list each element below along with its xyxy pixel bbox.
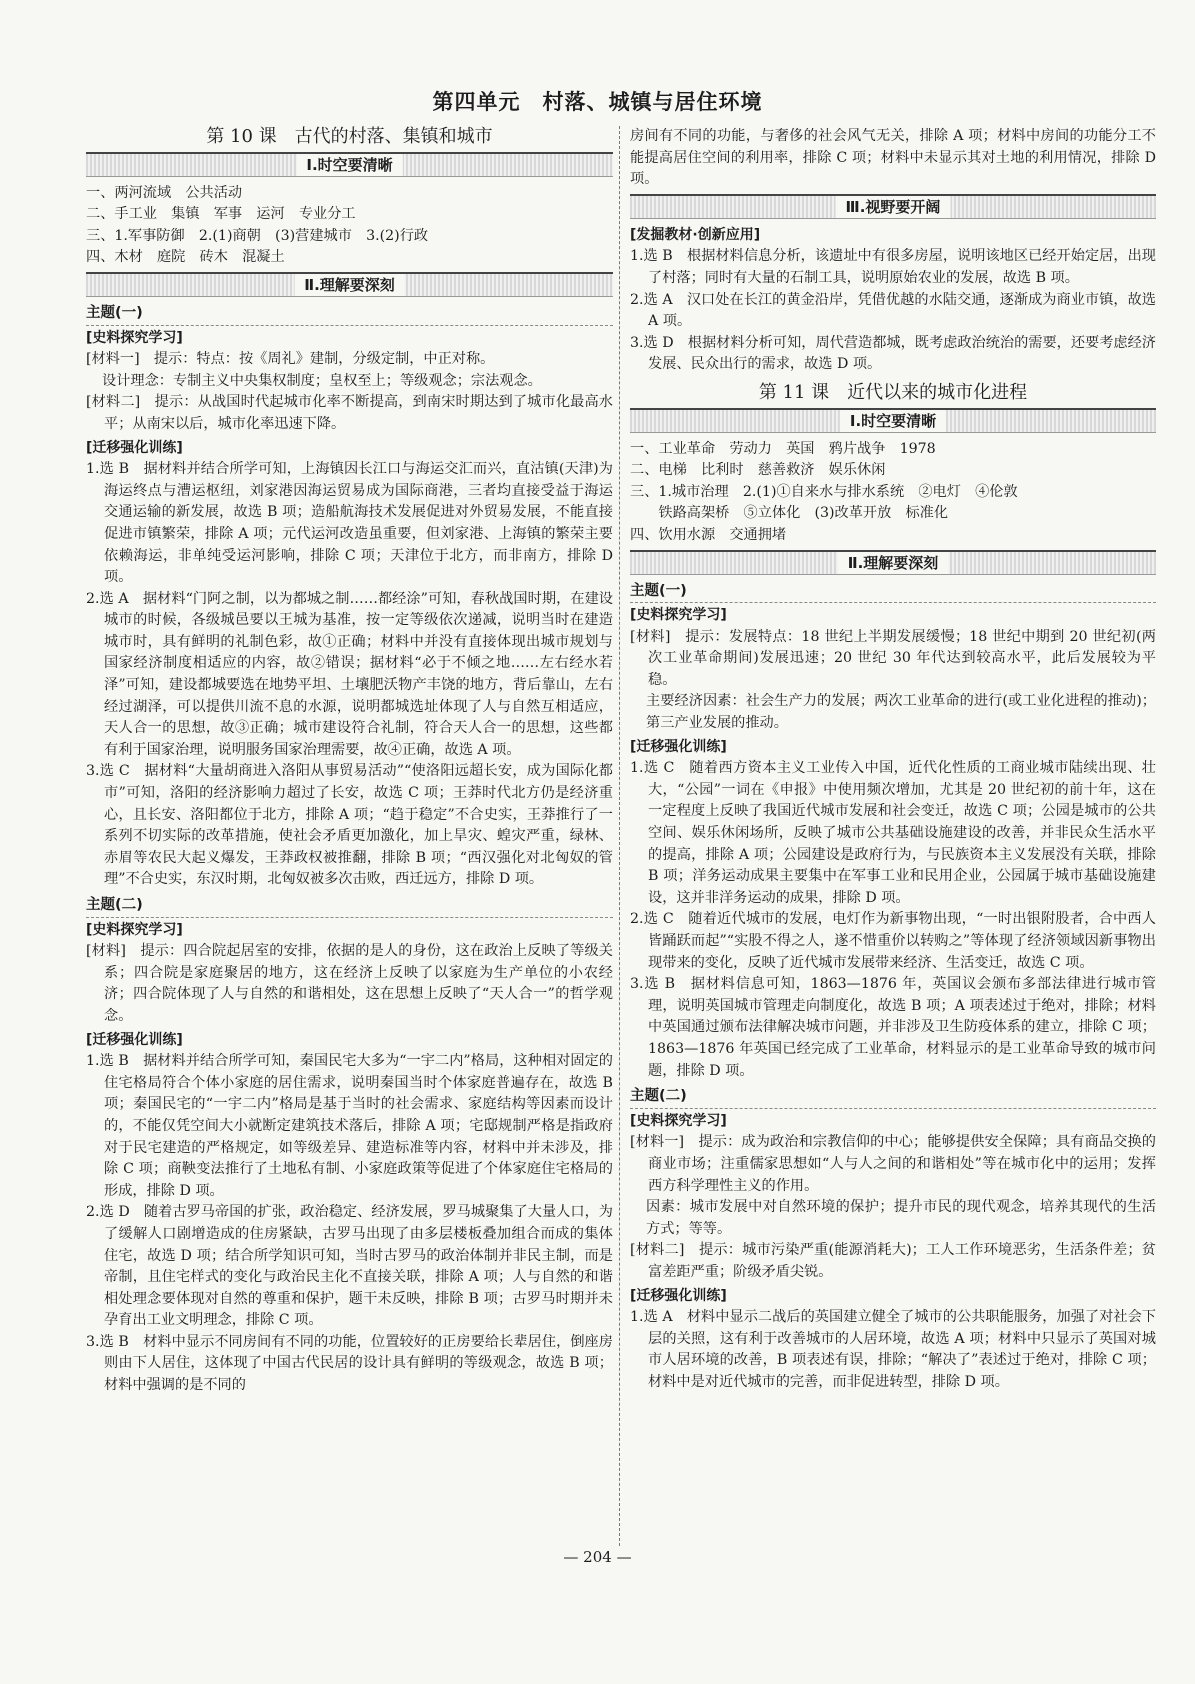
paragraph: [材料一] 提示：特点：按《周礼》建制，分级定制，中正对称。 (86, 351, 495, 368)
lesson-11-title: 第 11 课 近代以来的城市化进程 (758, 381, 1028, 403)
column-divider (619, 126, 620, 1546)
topic-heading: 主题(二) (86, 895, 613, 918)
answer-item: 1.选 B 据材料并结合所学可知，上海镇因长江口与海运交汇而兴，直沽镇(天津)为海运终点与漕运枢纽，刘家港因海运贸易成为国际商港，三者均直接受益于海运交通运输的新发展，故选 B 项；造船航海技术发展促进对外贸易发展，不能直接促进市镇繁荣，排除 A 项；元代运河改造虽重要，但刘家港、上海镇的繁荣主要依赖海运，非单纯受运河影响，排除 C 项；天津位于北方，而非南方，排除 D 项。 (86, 461, 613, 586)
unit-title: 第四单元 村落、城镇与居住环境 (432, 90, 763, 114)
box-label: [史料探究学习] (86, 921, 183, 938)
answer-line: 四、饮用水源 交通拥堵 (630, 526, 787, 543)
topic-heading: 主题(一) (630, 581, 1156, 604)
answer-line: 二、电梯 比利时 慈善救济 娱乐休闲 (630, 462, 886, 479)
topic-heading: 主题(一) (86, 303, 613, 326)
answer-item: 1.选 B 根据材料信息分析，该遗址中有很多房屋，说明该地区已经开始定居，出现了村落；同时有大量的石制工具，说明原始农业的发展，故选 B 项。 (630, 248, 1156, 286)
left-column (86, 126, 613, 1397)
box-label: [发掘教材·创新应用] (630, 226, 761, 243)
section-header: Ⅱ.理解要深刻 (630, 550, 1156, 575)
box-label: [迁移强化训练] (630, 738, 727, 755)
box-label: [迁移强化训练] (86, 439, 183, 456)
section-header: Ⅰ.时空要清晰 (86, 152, 613, 177)
box-label: [史料探究学习] (630, 1112, 727, 1129)
box-label: [迁移强化训练] (630, 1287, 727, 1304)
answer-item: 1.选 B 据材料并结合所学可知，秦国民宅大多为“一宇二内”格局，这种相对固定的住宅格局符合个体小家庭的居住需求，说明秦国当时个体家庭普遍存在，故选 B 项；秦国民宅的“一宇二内”格局是基于当时的社会需求、家庭结构等因素而设计的，不能仅凭空间大小就断定建筑技术落后，排除 A 项；宅邸规制严格是指政府对于民宅建造的严格规定，如等级差异、建造标准等内容，材料中并未涉及，排除 C 项；商鞅变法推行了土地私有制、小家庭政策等促进了个体家庭住宅格局的形成，排除 D 项。 (86, 1053, 613, 1199)
answer-line: 二、手工业 集镇 军事 运河 专业分工 (86, 206, 356, 223)
page-number: — 204 — (563, 1548, 632, 1566)
answer-item: 3.选 C 据材料“大量胡商进入洛阳从事贸易活动”“使洛阳远超长安，成为国际化都市”可知，洛阳的经济影响力超过了长安，故选 C 项；王莽时代北方仍是经济重心，且长安、洛阳都位于北方，排除 A 项；“趋于稳定”不合史实，王莽推行了一系列不切实际的改革措施，使社会矛盾更加激化，加上旱灾、蝗灾严重，绿林、赤眉等农民大起义爆发，王莽政权被推翻，排除 B 项；“西汉强化对北匈奴的管理”不合史实，东汉时期，北匈奴被多次击败，西迁远方，排除 D 项。 (86, 763, 613, 888)
paragraph: 设计理念：专制主义中央集权制度；皇权至上；等级观念；宗法观念。 (102, 372, 542, 389)
answer-item: 2.选 C 随着近代城市的发展，电灯作为新事物出现，“一时出银附股者，合中西人皆踊跃而起”“实股不得之人，遂不惜重价以转购之”等体现了经济领域因新事物出现带来的变化，反映了近代城市发展带来经济、生活变迁，故选 C 项。 (630, 911, 1156, 971)
answer-item: 3.选 B 材料中显示不同房间有不同的功能，位置较好的正房要给长辈居住，倒座房则由下人居住，这体现了中国古代民居的设计具有鲜明的等级观念，故选 B 项；材料中强调的是不同的 (86, 1333, 613, 1394)
answer-item: 3.选 B 据材料信息可知，1863—1876 年，英国议会颁布多部法律进行城市管理，说明英国城市管理走向制度化，故选 B 项；A 项表述过于绝对，排除；材料中英国通过颁布法律解决城市问题，并非涉及卫生防疫体系的建立，排除 C 项；1863—1876 年英国已经完成了工业革命，材料显示的是工业革命导致的城市问题，排除 D 项。 (630, 976, 1156, 1079)
topic-heading: 主题(二) (630, 1086, 1156, 1109)
answer-item: 3.选 D 根据材料分析可知，周代营造都城，既考虑政治统治的需要，还要考虑经济发展、民众出行的需求，故选 D 项。 (630, 334, 1156, 373)
box-label: [史料探究学习] (630, 607, 727, 624)
answer-item: 1.选 A 材料中显示二战后的英国建立健全了城市的公共职能服务，加强了对社会下层的关照，这有利于改善城市的人居环境，故选 A 项；材料中只显示了英国对城市人居环境的改善，B 项表述有误，排除；“解决了”表述过于绝对，排除 C 项；材料中是对近代城市的完善，而非促进转型，排除 D 项。 (630, 1309, 1156, 1390)
answer-line: 一、两河流域 公共活动 (86, 184, 243, 201)
section-header: Ⅲ.视野要开阔 (630, 194, 1156, 219)
box-label: [史料探究学习] (86, 329, 183, 346)
paragraph: 主要经济因素：社会生产力的发展；两次工业革命的进行(或工业化进程的推动)；第三产业发展的推动。 (646, 693, 1156, 732)
box-label: [迁移强化训练] (86, 1031, 183, 1048)
answer-line: 四、木材 庭院 砖木 混凝土 (86, 249, 285, 266)
paragraph: 因素：城市发展中对自然环境的保护；提升市民的现代观念，培养其现代的生活方式；等等。 (646, 1199, 1156, 1237)
paragraph: 房间有不同的功能，与奢侈的社会风气无关，排除 A 项；材料中房间的功能分工不能提高居住空间的利用率，排除 C 项；材料中未显示其对土地的利用情况，排除 D 项。 (630, 128, 1156, 188)
answer-item: 2.选 A 据材料“门阿之制，以为都城之制……都经涂”可知，春秋战国时期，在建设城市的时候，各级城邑要以王城为基准，按一定等级依次递减，说明当时在建造城市时，具有鲜明的礼制色彩，故①正确；材料中并没有直接体现出城市规划与国家经济制度相适应的内容，故②错误；据材料“必于不倾之地……左右经水若泽”可知，建设都城要选在地势平坦、土壤肥沃物产丰饶的地方，背后靠山，左右经过湖泽，可以提供川流不息的水源，说明都城选址体现了人与自然互相适应，天人合一的思想，故③正确；城市建设符合礼制，符合天人合一的思想，这些都有利于国家治理，说明服务国家治理需要，故④正确，故选 A 项。 (86, 590, 613, 758)
answer-item: 2.选 A 汉口处在长江的黄金沿岸，凭借优越的水陆交通，逐渐成为商业市镇，故选 A 项。 (630, 291, 1156, 330)
paragraph: [材料] 提示：四合院起居室的安排，依据的是人的身份，这在政治上反映了等级关系；四合院是家庭聚居的地方，这在经济上反映了以家庭为生产单位的小农经济；四合院体现了人与自然的和谐相处，这在思想上反映了“天人合一”的哲学观念。 (86, 943, 613, 1024)
answer-line: 一、工业革命 劳动力 英国 鸦片战争 1978 (630, 440, 936, 457)
section-header: Ⅰ.时空要清晰 (630, 408, 1156, 433)
paragraph: [材料二] 提示：从战国时代起城市化率不断提高，到南宋时期达到了城市化最高水平；从南宋以后，城市化率迅速下降。 (86, 394, 613, 432)
lesson-10-title: 第 10 课 古代的村落、集镇和城市 (206, 126, 493, 147)
section-header: Ⅱ.理解要深刻 (86, 272, 613, 297)
paragraph: [材料] 提示：发展特点：18 世纪上半期发展缓慢；18 世纪中期到 20 世纪初(两次工业革命期间)发展迅速；20 世纪 30 年代达到较高水平，此后发展较为平稳。 (630, 628, 1156, 688)
answer-line: 铁路高架桥 ⑤立体化 (3)改革开放 标准化 (630, 505, 949, 522)
right-column (630, 126, 1156, 1393)
paragraph: [材料二] 提示：城市污染严重(能源消耗大)；工人工作环境恶劣，生活条件差；贫富差距严重；阶级矛盾尖锐。 (630, 1242, 1156, 1280)
paragraph: [材料一] 提示：成为政治和宗教信仰的中心；能够提供安全保障；具有商品交换的商业市场；注重儒家思想如“人与人之间的和谐相处”等在城市化中的运用；发挥西方科学理性主义的作用。 (630, 1134, 1156, 1194)
answer-item: 2.选 D 随着古罗马帝国的扩张，政治稳定、经济发展，罗马城聚集了大量人口，为了缓解人口剧增造成的住房紧缺，古罗马出现了由多层楼板叠加组合而成的集体住宅，故选 D 项；结合所学知识可知，当时古罗马的政治体制并非民主制，而是帝制，且住宅样式的变化与政治民主化不直接关联，排除 A 项；人与自然的和谐相处理念要体现对自然的尊重和保护，题干未反映，排除 B 项；古罗马时期并未孕育出工业文明理念，排除 C 项。 (86, 1204, 613, 1329)
answer-item: 1.选 C 随着西方资本主义工业传入中国，近代化性质的工商业城市陆续出现、壮大，“公园”一词在《申报》中使用频次增加，尤其是 20 世纪初的前十年，这在一定程度上反映了我国近代城市发展和社会变迁，故选 C 项；公园是城市的公共空间、娱乐休闲场所，反映了城市公共基础设施建设的改善，并非民众生活水平的提高，排除 A 项；公园建设是政府行为，与民族资本主义发展没有关联，排除 B 项；洋务运动成果主要集中在军事工业和民用企业，公园属于城市基础设施建设，这并非洋务运动的成果，排除 D 项。 (630, 760, 1156, 906)
answer-line: 三、1.城市治理 2.(1)①自来水与排水系统 ②电灯 ④伦敦 (630, 483, 1018, 500)
answer-line: 三、1.军事防御 2.(1)商朝 (3)营建城市 3.(2)行政 (86, 227, 429, 244)
